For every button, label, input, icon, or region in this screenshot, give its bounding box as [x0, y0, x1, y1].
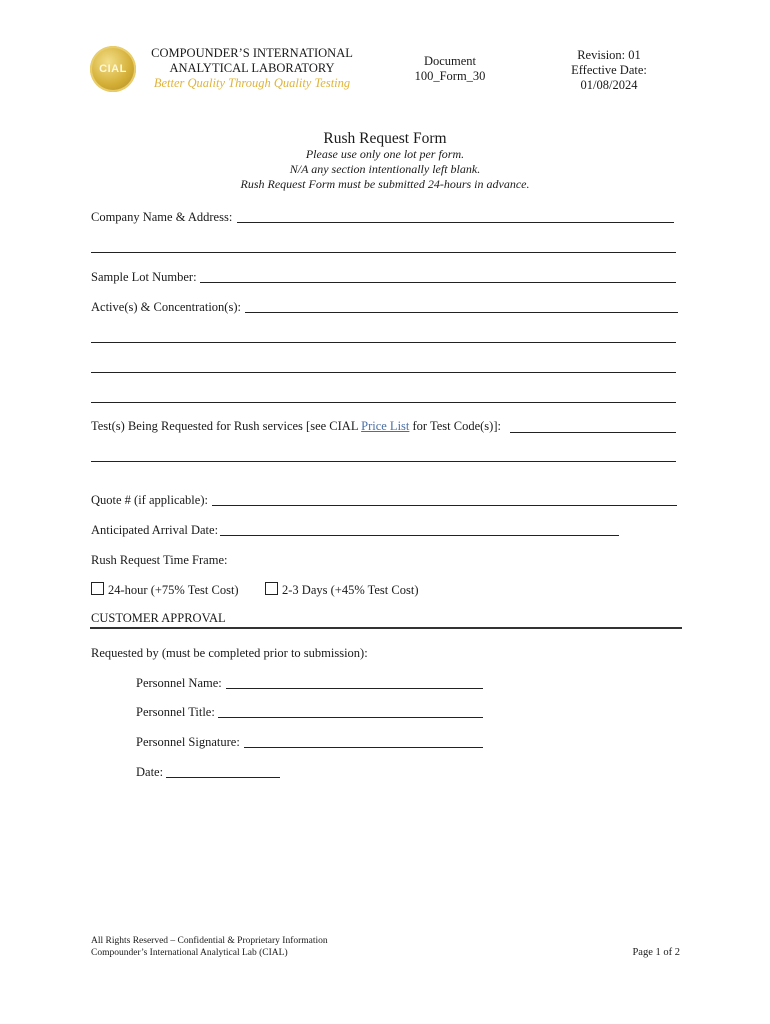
tests-suffix: for Test Code(s)]: [409, 419, 501, 433]
personnel-title-input-line[interactable] [218, 717, 483, 718]
checkbox-24-hour[interactable] [91, 582, 104, 595]
doc-label: Document [423, 54, 477, 68]
effective-date: 01/08/2024 [580, 78, 638, 92]
footer [91, 936, 328, 959]
tagline: Better Quality Through Quality Testing [153, 76, 351, 90]
option-2-3-days-label: 2-3 Days (+45% Test Cost) [282, 583, 419, 597]
form-title: Rush Request Form [323, 130, 447, 147]
organization-name [140, 46, 364, 91]
lot-input-line[interactable] [200, 282, 676, 283]
arrival-input-line[interactable] [220, 535, 619, 536]
instruction-3: Rush Request Form must be submitted 24-hours in advance. [240, 177, 530, 191]
personnel-title-label: Personnel Title: [136, 705, 215, 719]
checkbox-2-3-days[interactable] [265, 582, 278, 595]
tests-input-line-2[interactable] [91, 461, 676, 462]
doc-number: 100_Form_30 [414, 69, 486, 83]
date-input-line[interactable] [166, 777, 280, 778]
option-2-3-days[interactable] [265, 582, 419, 598]
org-line-1: COMPOUNDER’S INTERNATIONAL [151, 46, 353, 60]
personnel-name-input-line[interactable] [226, 688, 483, 689]
approval-divider [90, 627, 682, 629]
price-list-link[interactable]: Price List [361, 419, 410, 433]
timeframe-label: Rush Request Time Frame: [91, 553, 228, 567]
page-number: Page 1 of 2 [632, 947, 680, 958]
option-24-hour-label: 24-hour (+75% Test Cost) [108, 583, 239, 597]
lot-label: Sample Lot Number: [91, 270, 197, 284]
tests-input-line[interactable] [510, 432, 676, 433]
footer-line-1: All Rights Reserved – Confidential & Proprietary Information [91, 936, 328, 946]
org-line-2: ANALYTICAL LABORATORY [169, 61, 335, 75]
personnel-signature-label: Personnel Signature: [136, 735, 240, 749]
actives-input-line-3[interactable] [91, 372, 676, 373]
footer-line-2: Compounder’s International Analytical Lab (CIAL) [91, 947, 288, 958]
cial-logo [90, 46, 136, 92]
company-label: Company Name & Address: [91, 210, 233, 224]
date-label: Date: [136, 765, 164, 779]
approval-heading: CUSTOMER APPROVAL [91, 611, 226, 625]
company-input-line-2[interactable] [91, 252, 676, 253]
document-id [395, 54, 505, 84]
personnel-signature-input-line[interactable] [244, 747, 483, 748]
requested-by-label: Requested by (must be completed prior to submission): [91, 646, 368, 660]
option-24-hour[interactable] [91, 582, 239, 598]
actives-input-line-4[interactable] [91, 402, 676, 403]
actives-input-line[interactable] [245, 312, 678, 313]
actives-label: Active(s) & Concentration(s): [91, 300, 241, 314]
actives-input-line-2[interactable] [91, 342, 676, 343]
quote-label: Quote # (if applicable): [91, 493, 208, 507]
logo-text: CIAL [99, 63, 127, 75]
arrival-label: Anticipated Arrival Date: [91, 523, 219, 537]
effective-label: Effective Date: [571, 63, 647, 77]
instruction-2: N/A any section intentionally left blank. [289, 162, 481, 176]
revision: Revision: 01 [577, 48, 641, 62]
company-input-line[interactable] [237, 222, 674, 223]
tests-label [91, 419, 501, 434]
quote-input-line[interactable] [212, 505, 677, 506]
instruction-1: Please use only one lot per form. [305, 147, 465, 161]
personnel-name-label: Personnel Name: [136, 676, 222, 690]
tests-prefix: Test(s) Being Requested for Rush services [see CIAL [91, 419, 362, 433]
revision-block [550, 48, 668, 93]
